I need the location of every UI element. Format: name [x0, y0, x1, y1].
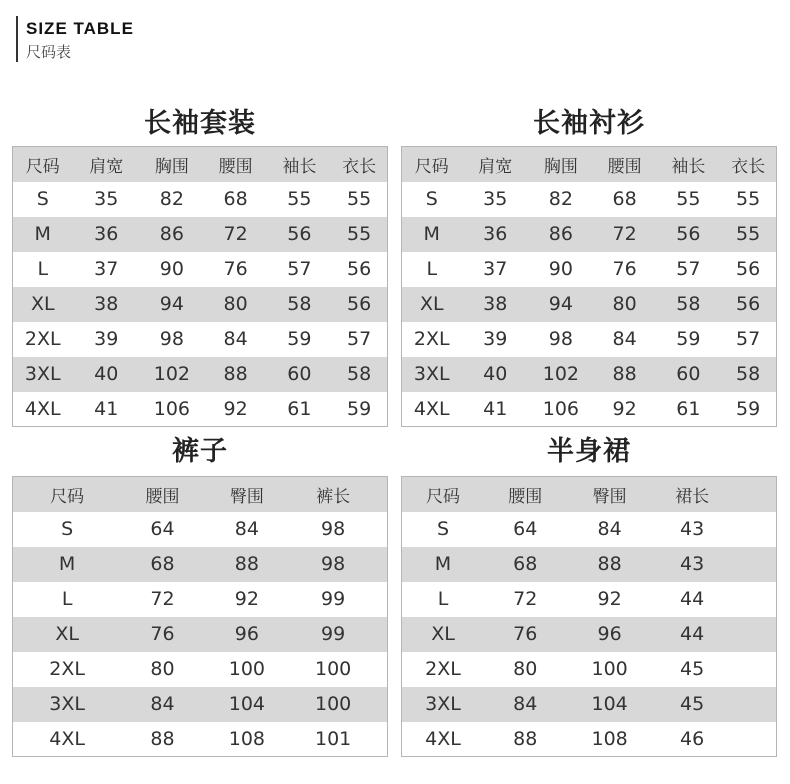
- table-cell: 72: [593, 217, 657, 252]
- table-row: [13, 322, 388, 357]
- table-cell: XL: [13, 287, 73, 322]
- header-cell: 腰围: [204, 147, 268, 182]
- table-cell: 59: [657, 322, 721, 357]
- table-cell: 88: [204, 357, 268, 392]
- table-cell: 55: [720, 182, 776, 217]
- table-cell: 56: [331, 252, 387, 287]
- table-cell: 84: [593, 322, 657, 357]
- table-cell: XL: [13, 617, 122, 652]
- table-cell: 64: [121, 512, 204, 547]
- table-cell: 36: [462, 217, 530, 252]
- table-cell: 80: [484, 652, 567, 687]
- table-header-row: [402, 477, 777, 512]
- table-cell: 88: [567, 547, 653, 582]
- table-cell: 55: [268, 182, 332, 217]
- table-cell: 72: [484, 582, 567, 617]
- table-cell: 44: [653, 582, 732, 617]
- header-cell: 腰围: [593, 147, 657, 182]
- header-cell: 袖长: [268, 147, 332, 182]
- table-cell: 86: [529, 217, 593, 252]
- table-title: 半身裙: [547, 436, 631, 467]
- size-table: [401, 146, 777, 427]
- table-cell: 4XL: [13, 392, 73, 427]
- long-sleeve-shirt-table: [401, 104, 777, 427]
- table-cell: 57: [720, 322, 776, 357]
- size-table: [401, 476, 777, 757]
- table-cell: 94: [529, 287, 593, 322]
- table-row: [13, 652, 388, 687]
- table-cell: 98: [290, 512, 376, 547]
- table-row: [402, 357, 777, 392]
- table-cell: M: [402, 217, 462, 252]
- table-cell: S: [402, 512, 485, 547]
- table-cell: 108: [567, 722, 653, 757]
- table-cell: 100: [204, 652, 290, 687]
- table-cell: 40: [73, 357, 141, 392]
- table-cell: [376, 617, 387, 652]
- table-row: [13, 217, 388, 252]
- table-cell: 56: [268, 217, 332, 252]
- table-cell: 92: [567, 582, 653, 617]
- table-row: [402, 217, 777, 252]
- table-cell: 43: [653, 547, 732, 582]
- header-cell: 衣长: [720, 147, 776, 182]
- table-cell: 39: [462, 322, 530, 357]
- table-cell: 38: [462, 287, 530, 322]
- table-cell: [732, 582, 777, 617]
- header-cell: 腰围: [121, 477, 204, 512]
- table-row: [13, 687, 388, 722]
- table-cell: 3XL: [402, 687, 485, 722]
- table-cell: 3XL: [402, 357, 462, 392]
- table-cell: 2XL: [13, 652, 122, 687]
- header-cell: 尺码: [402, 147, 462, 182]
- table-title: 裤子: [172, 436, 228, 467]
- table-cell: 88: [204, 547, 290, 582]
- table-cell: 76: [484, 617, 567, 652]
- table-cell: S: [402, 182, 462, 217]
- table-cell: 3XL: [13, 357, 73, 392]
- table-cell: 57: [657, 252, 721, 287]
- table-cell: 72: [121, 582, 204, 617]
- table-cell: 56: [657, 217, 721, 252]
- table-row: [402, 582, 777, 617]
- header-cell: [732, 477, 777, 512]
- table-cell: 58: [268, 287, 332, 322]
- table-cell: 92: [204, 582, 290, 617]
- header-cell: 尺码: [402, 477, 485, 512]
- table-cell: 36: [73, 217, 141, 252]
- table-cell: 106: [529, 392, 593, 427]
- table-cell: [732, 687, 777, 722]
- pants-table: [12, 432, 388, 757]
- header-cell: 裤长: [290, 477, 376, 512]
- header-cell: 胸围: [140, 147, 204, 182]
- table-cell: 76: [204, 252, 268, 287]
- table-cell: 58: [720, 357, 776, 392]
- table-cell: 37: [73, 252, 141, 287]
- table-cell: XL: [402, 287, 462, 322]
- table-cell: 55: [720, 217, 776, 252]
- header-cell: 臀围: [567, 477, 653, 512]
- table-cell: 68: [204, 182, 268, 217]
- table-cell: 80: [204, 287, 268, 322]
- header-title-en: SIZE TABLE: [26, 19, 134, 38]
- table-cell: 88: [121, 722, 204, 757]
- table-cell: 64: [484, 512, 567, 547]
- table-cell: 108: [204, 722, 290, 757]
- table-cell: 84: [484, 687, 567, 722]
- table-cell: L: [402, 252, 462, 287]
- table-cell: 102: [529, 357, 593, 392]
- table-cell: 2XL: [402, 652, 485, 687]
- header-cell: 肩宽: [462, 147, 530, 182]
- table-cell: [732, 722, 777, 757]
- table-cell: 39: [73, 322, 141, 357]
- table-cell: 35: [462, 182, 530, 217]
- table-cell: [376, 512, 387, 547]
- skirt-table: [401, 432, 777, 757]
- table-cell: M: [13, 547, 122, 582]
- table-cell: M: [402, 547, 485, 582]
- header-cell: 臀围: [204, 477, 290, 512]
- table-row: [402, 322, 777, 357]
- table-cell: 4XL: [13, 722, 122, 757]
- table-cell: 44: [653, 617, 732, 652]
- table-cell: 55: [331, 217, 387, 252]
- header-cell: 裙长: [653, 477, 732, 512]
- table-row: [402, 547, 777, 582]
- table-cell: S: [13, 182, 73, 217]
- table-cell: 80: [593, 287, 657, 322]
- table-cell: [376, 687, 387, 722]
- header-cell: 尺码: [13, 147, 73, 182]
- table-cell: 60: [657, 357, 721, 392]
- table-row: [402, 722, 777, 757]
- table-cell: 56: [331, 287, 387, 322]
- table-cell: 45: [653, 652, 732, 687]
- table-row: [402, 512, 777, 547]
- table-cell: 100: [290, 652, 376, 687]
- table-cell: [732, 547, 777, 582]
- table-header-row: [402, 147, 777, 182]
- table-cell: 4XL: [402, 722, 485, 757]
- table-cell: L: [402, 582, 485, 617]
- table-cell: S: [13, 512, 122, 547]
- table-row: [402, 652, 777, 687]
- table-cell: 61: [268, 392, 332, 427]
- table-cell: 4XL: [402, 392, 462, 427]
- table-cell: 68: [593, 182, 657, 217]
- table-cell: 90: [529, 252, 593, 287]
- table-cell: 92: [593, 392, 657, 427]
- table-cell: 92: [204, 392, 268, 427]
- table-cell: 98: [529, 322, 593, 357]
- table-cell: 102: [140, 357, 204, 392]
- table-cell: 3XL: [13, 687, 122, 722]
- table-cell: [732, 512, 777, 547]
- table-cell: 106: [140, 392, 204, 427]
- table-cell: 82: [529, 182, 593, 217]
- table-cell: [732, 652, 777, 687]
- long-sleeve-suit-table: [12, 104, 388, 427]
- table-cell: 56: [720, 252, 776, 287]
- table-cell: [376, 582, 387, 617]
- table-cell: 88: [593, 357, 657, 392]
- table-row: [13, 722, 388, 757]
- table-row: [13, 287, 388, 322]
- table-header-row: [13, 477, 388, 512]
- table-cell: XL: [402, 617, 485, 652]
- table-cell: 88: [484, 722, 567, 757]
- table-cell: 98: [140, 322, 204, 357]
- table-cell: M: [13, 217, 73, 252]
- table-cell: 100: [290, 687, 376, 722]
- header-cell: 肩宽: [73, 147, 141, 182]
- table-row: [402, 687, 777, 722]
- table-cell: 59: [720, 392, 776, 427]
- size-table: [12, 476, 388, 757]
- table-cell: 86: [140, 217, 204, 252]
- table-cell: 76: [121, 617, 204, 652]
- size-table-header: [16, 16, 134, 62]
- table-cell: L: [13, 582, 122, 617]
- table-row: [402, 182, 777, 217]
- table-cell: 57: [331, 322, 387, 357]
- table-cell: 100: [567, 652, 653, 687]
- table-title: 长袖套装: [144, 108, 256, 139]
- table-cell: 84: [204, 512, 290, 547]
- table-row: [13, 182, 388, 217]
- table-cell: 41: [73, 392, 141, 427]
- table-row: [13, 357, 388, 392]
- table-cell: 98: [290, 547, 376, 582]
- table-cell: L: [13, 252, 73, 287]
- table-cell: 2XL: [13, 322, 73, 357]
- table-cell: 55: [331, 182, 387, 217]
- table-row: [13, 582, 388, 617]
- table-row: [13, 392, 388, 427]
- table-cell: 72: [204, 217, 268, 252]
- table-cell: 37: [462, 252, 530, 287]
- table-cell: 99: [290, 582, 376, 617]
- table-cell: 57: [268, 252, 332, 287]
- table-title: 长袖衬衫: [533, 108, 645, 139]
- table-cell: 94: [140, 287, 204, 322]
- table-cell: 55: [657, 182, 721, 217]
- table-cell: 68: [121, 547, 204, 582]
- table-cell: 99: [290, 617, 376, 652]
- table-cell: 96: [204, 617, 290, 652]
- table-cell: 90: [140, 252, 204, 287]
- table-cell: 59: [268, 322, 332, 357]
- table-cell: [732, 617, 777, 652]
- table-cell: 61: [657, 392, 721, 427]
- header-cell: 尺码: [13, 477, 122, 512]
- table-cell: 76: [593, 252, 657, 287]
- table-cell: 104: [567, 687, 653, 722]
- table-cell: [376, 652, 387, 687]
- table-row: [402, 252, 777, 287]
- header-cell: 胸围: [529, 147, 593, 182]
- table-cell: 58: [657, 287, 721, 322]
- table-row: [402, 617, 777, 652]
- table-row: [13, 547, 388, 582]
- table-row: [402, 287, 777, 322]
- table-cell: 58: [331, 357, 387, 392]
- table-cell: 84: [567, 512, 653, 547]
- table-cell: 41: [462, 392, 530, 427]
- table-cell: 2XL: [402, 322, 462, 357]
- table-cell: 38: [73, 287, 141, 322]
- table-cell: 104: [204, 687, 290, 722]
- table-cell: 46: [653, 722, 732, 757]
- table-header-row: [13, 147, 388, 182]
- table-cell: 101: [290, 722, 376, 757]
- table-cell: 40: [462, 357, 530, 392]
- table-row: [13, 617, 388, 652]
- table-cell: 82: [140, 182, 204, 217]
- table-cell: 59: [331, 392, 387, 427]
- table-cell: 35: [73, 182, 141, 217]
- table-row: [13, 512, 388, 547]
- table-cell: 84: [204, 322, 268, 357]
- table-cell: [376, 722, 387, 757]
- table-cell: 96: [567, 617, 653, 652]
- table-cell: 80: [121, 652, 204, 687]
- table-cell: 43: [653, 512, 732, 547]
- header-cell: 袖长: [657, 147, 721, 182]
- header-cell: 衣长: [331, 147, 387, 182]
- table-cell: 68: [484, 547, 567, 582]
- header-cell: 腰围: [484, 477, 567, 512]
- table-row: [13, 252, 388, 287]
- table-cell: 56: [720, 287, 776, 322]
- header-cell: [376, 477, 387, 512]
- table-cell: 60: [268, 357, 332, 392]
- header-title-cn: 尺码表: [26, 43, 72, 61]
- size-table: [12, 146, 388, 427]
- table-row: [402, 392, 777, 427]
- table-cell: [376, 547, 387, 582]
- table-cell: 45: [653, 687, 732, 722]
- table-cell: 84: [121, 687, 204, 722]
